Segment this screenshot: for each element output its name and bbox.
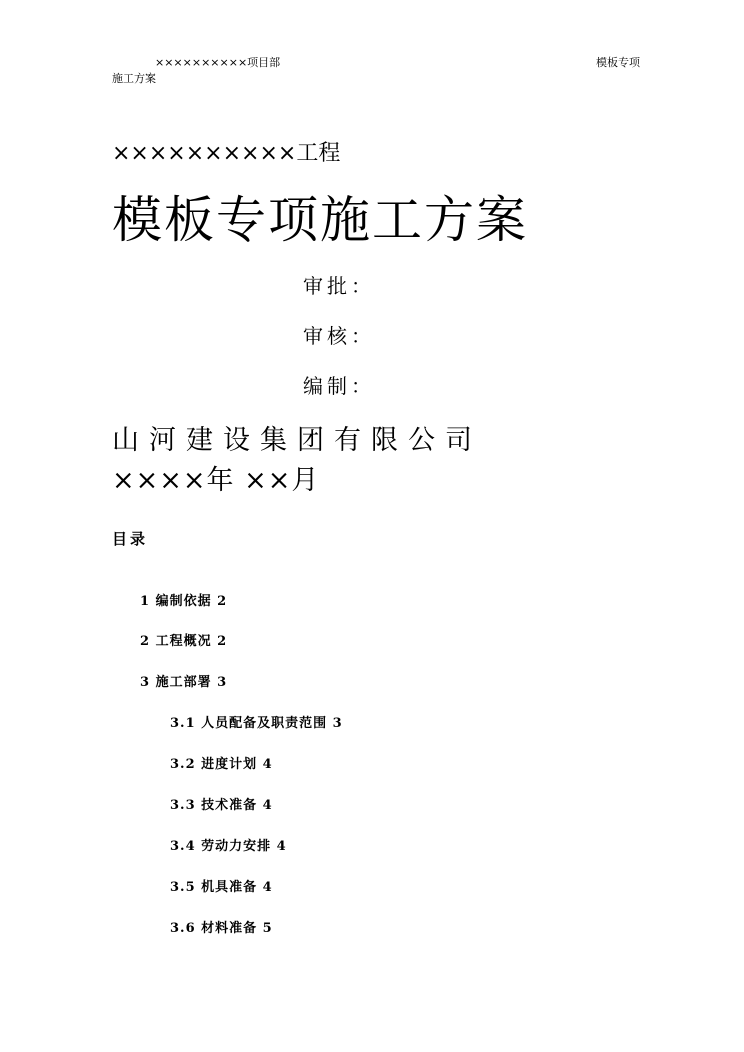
toc-entry[interactable]: 1 编制依据 2 [140,594,228,609]
toc-entry[interactable]: 3.3 技术准备 4 [170,798,273,813]
toc-entry[interactable]: 3.1 人员配备及职责范围 3 [170,716,343,731]
toc-entry[interactable]: 3.2 进度计划 4 [170,757,273,772]
toc-title: 目录 [112,530,149,548]
company-name: 山河建设集团有限公司 [112,425,482,456]
review-line: 审核： [303,324,375,348]
header-left: ××××××××××项目部 [155,56,281,69]
toc-entry[interactable]: 3.6 材料准备 5 [170,921,273,936]
document-title: 模板专项施工方案 [112,191,528,249]
compile-line: 编制： [303,374,375,398]
toc-entry[interactable]: 3 施工部署 3 [140,675,228,690]
toc-entry[interactable]: 3.5 机具准备 4 [170,880,273,895]
toc-entry[interactable]: 3.4 劳动力安排 4 [170,839,287,854]
document-date: ××××年 ××月 [112,465,320,496]
project-name: ××××××××××工程 [112,141,341,166]
approve-line: 审批： [303,274,375,298]
toc-entry[interactable]: 2 工程概况 2 [140,634,228,649]
header-subtitle: 施工方案 [112,72,156,85]
header-right: 模板专项 [596,56,640,69]
